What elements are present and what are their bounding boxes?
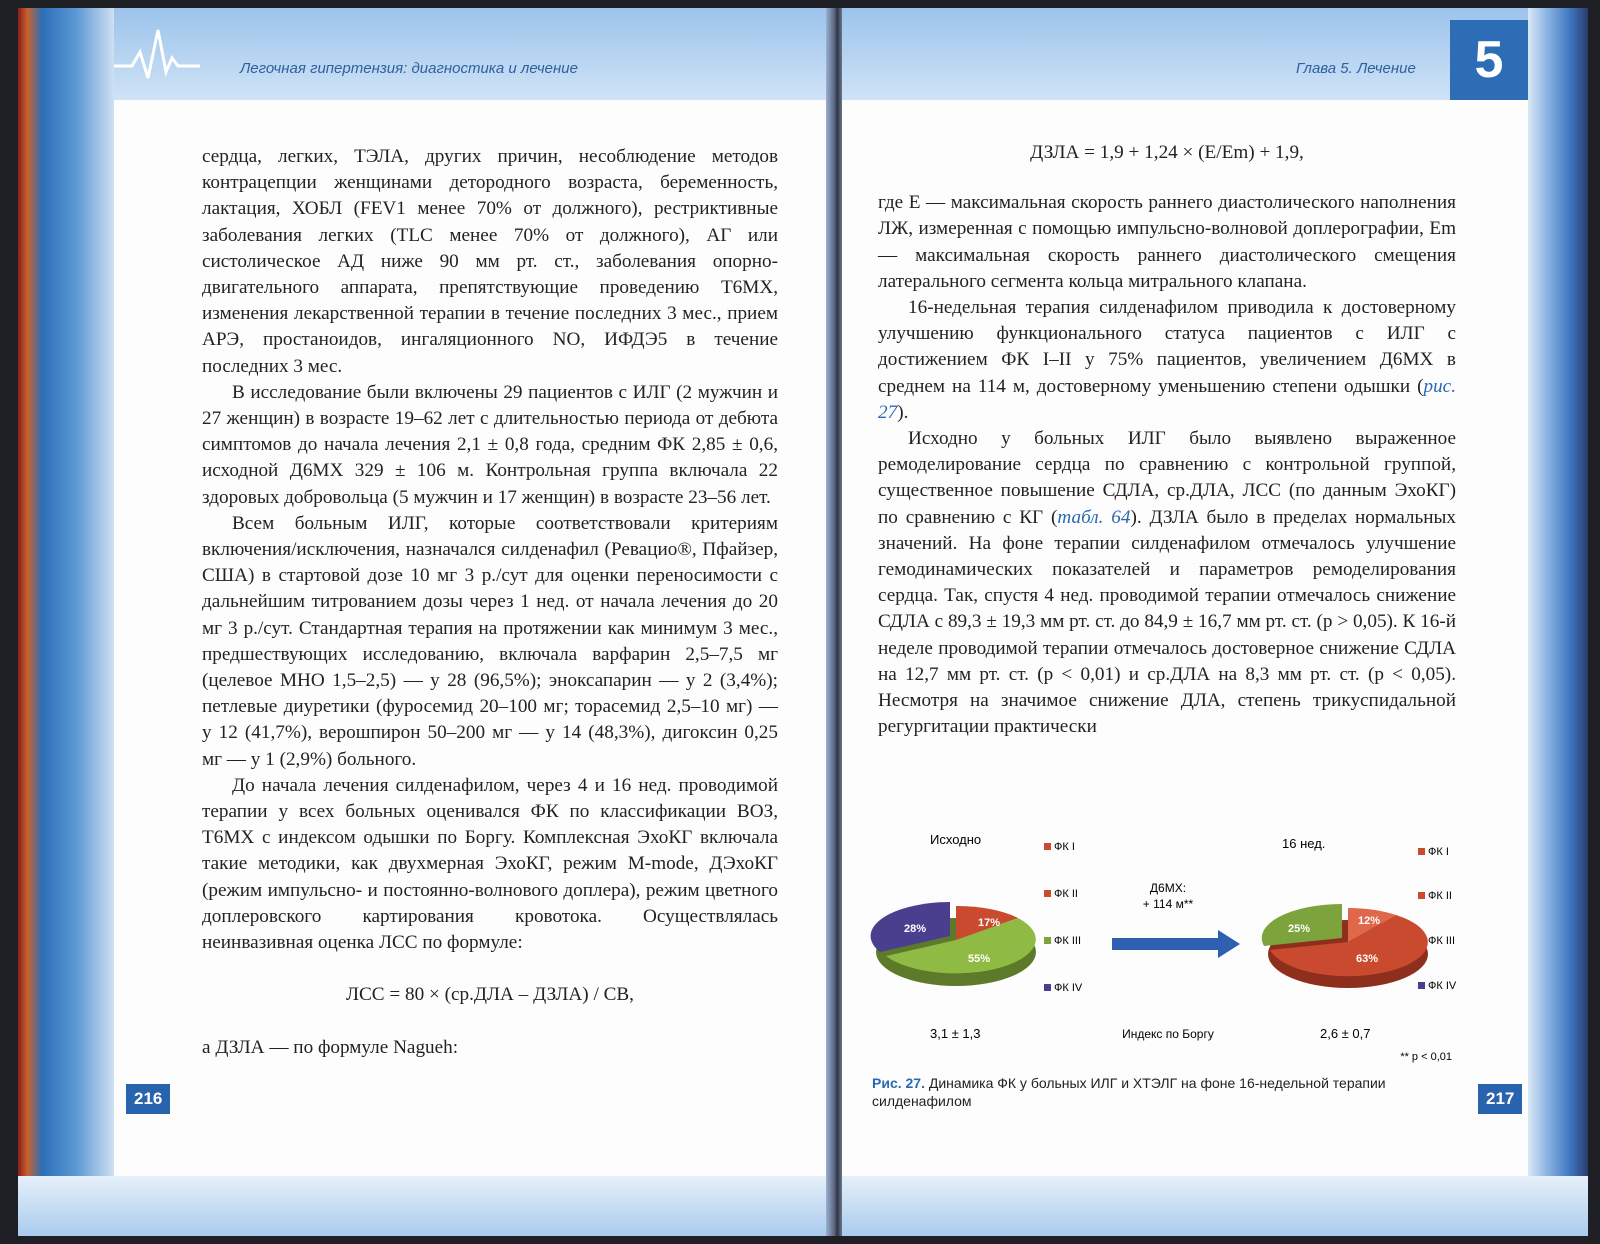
borg-baseline: 3,1 ± 1,3 (930, 1026, 981, 1041)
running-head-right: Глава 5. Лечение (1296, 60, 1416, 77)
paragraph: где E — максимальная скорость раннего диастолического наполнения ЛЖ, измеренная с помощью импульсно-волновой доплерографии, Em — максимальная скорость раннего диастолического смещения латерального сегмента кольца митрального клапана. (878, 192, 1456, 292)
fig-left-title: Исходно (930, 832, 982, 847)
legend-swatch (1044, 843, 1051, 850)
figure-footnote: ** p < 0,01 (1400, 1051, 1452, 1063)
pie-label: 55% (968, 953, 991, 965)
figure-caption: Рис. 27. Динамика ФК у больных ИЛГ и ХТЭЛГ на фоне 16-недельной терапии силденафилом (872, 1075, 1386, 1109)
heartbeat-icon (114, 22, 200, 88)
figure-27-pie-charts (868, 828, 1468, 1068)
formula-pcwp: ДЗЛА = 1,9 + 1,24 × (E/Em) + 1,9, (1030, 142, 1304, 163)
paragraph: 16-недельная терапия силденафилом приводила к достоверному улучшению функционального статуса пациентов с ИЛГ с достижением ФК I–II у 75% пациентов, увеличением Д6МХ в среднем на 114 м, достоверному уменьшению степени одышки (рис. 27). (878, 297, 1456, 423)
right-page-edge (1528, 8, 1588, 1236)
left-page (18, 8, 830, 1236)
paragraph: сердца, легких, ТЭЛА, других причин, несоблюдение методов контрацепции женщинами детородного возраста, беременность, лактация, ХОБЛ (FEV1 менее 70% от должного), рестриктивные заболевания легких (TLC менее 70% от должного), АГ или систолическое АД ниже 90 мм рт. ст., заболевания опорно-двигательного аппарата, препятствующие проведению Т6МХ, изменения лекарственной терапии в течение последних 3 мес., прием АРЭ, простаноидов, ингаляционного NO, ИФДЭ5 в течение последних 3 мес. (202, 146, 778, 377)
right-page (842, 8, 1588, 1236)
page-number-left: 216 (126, 1084, 170, 1114)
borg-16-weeks: 2,6 ± 0,7 (1320, 1026, 1371, 1041)
pie-label: 28% (904, 923, 927, 935)
legend-swatch (1044, 984, 1051, 991)
paragraph: До начала лечения силденафилом, через 4 и 16 нед. проводимой терапии у всех больных оценивался ФК по классификации ВОЗ, Т6МХ с индексом одышки по Боргу. Комплексная ЭхоКГ включала такие методики, как двухмерная ЭхоКГ, режим M-mode, ДЭхоКГ (режим импульсно- и постоянно-волнового доплера), режим цветного доплеровского картирования кровотока. Осуществлялась неинвазивная оценка ЛСС по формуле: (202, 774, 778, 954)
legend-label: ФК I (1054, 841, 1075, 853)
legend-swatch (1418, 892, 1425, 899)
legend-swatch (1044, 890, 1051, 897)
pie-label: 25% (1288, 923, 1311, 935)
pie-label: 12% (1358, 915, 1381, 927)
right-body-text (878, 140, 1456, 740)
arrow-icon (1112, 930, 1240, 958)
arrow-label: Д6МХ: (1149, 881, 1187, 895)
figure-reference-link[interactable]: рис. 27 (878, 375, 1456, 423)
legend-label: ФК I (1428, 846, 1449, 858)
pie-16-weeks (1262, 904, 1428, 988)
fig-right-title: 16 нед. (1282, 836, 1326, 851)
legend-swatch (1418, 982, 1425, 989)
pie-baseline (871, 902, 1036, 986)
right-footer-band (842, 1176, 1588, 1236)
left-body-text (202, 144, 778, 1061)
pie-label: 63% (1356, 953, 1379, 965)
legend-swatch (1044, 937, 1051, 944)
legend-label: ФК III (1054, 935, 1081, 947)
page-number-right: 217 (1478, 1084, 1522, 1114)
pie-label: 17% (978, 917, 1001, 929)
formula-pvr: ЛСС = 80 × (ср.ДЛА – ДЗЛА) / СВ, (346, 984, 634, 1006)
left-page-edge (18, 8, 114, 1236)
left-footer-band (18, 1176, 830, 1236)
borg-index-label: Индекс по Боргу (1122, 1027, 1214, 1041)
legend-label: ФК IV (1054, 982, 1083, 994)
table-reference-link[interactable]: табл. 64 (1057, 506, 1131, 528)
running-head-left: Легочная гипертензия: диагностика и лечение (240, 60, 578, 77)
legend-swatch (1418, 848, 1425, 855)
paragraph: а ДЗЛА — по формуле Nagueh: (202, 1036, 459, 1058)
chapter-number-badge: 5 (1450, 20, 1528, 100)
paragraph: В исследование были включены 29 пациентов с ИЛГ (2 мужчин и 27 женщин) в возрасте 19–62 лет с длительностью периода от дебюта симптомов до начала лечения 2,1 ± 0,8 года, средним ФК 2,85 ± 0,6, исходной Д6МХ 329 ± 106 м. Контрольная группа включала 22 здоровых добровольца (5 мужчин и 17 женщин) в возрасте 23–56 лет. (202, 381, 778, 508)
legend-label: ФК IV (1428, 980, 1457, 992)
legend-label: ФК II (1428, 890, 1452, 902)
legend-label: ФК II (1054, 888, 1078, 900)
paragraph: Исходно у больных ИЛГ было выявлено выраженное ремоделирование сердца по сравнению с контрольной группой, существенное повышение СДЛА, ср.ДЛА, ЛСС (по данным ЭхоКГ) по сравнению с КГ (табл. 64). ДЗЛА было в пределах нормальных значений. На фоне терапии силденафилом отмечалось улучшение гемодинамических показателей и параметров ремоделирования сердца. Так, спустя 4 нед. проводимой терапии отмечалось снижение СДЛА с 89,3 ± 19,3 мм рт. ст. до 84,9 ± 16,7 мм рт. ст. (p > 0,05). К 16-й неделе проводимой терапии отмечалось достоверное снижение СДЛА на 12,7 мм рт. ст. (p < 0,01) и ср.ДЛА на 8,3 мм рт. ст. (p < 0,05). Несмотря на значимое снижение ДЛА, степень трикуспидальной регургитации практически (878, 428, 1456, 738)
paragraph: Всем больным ИЛГ, которые соответствовали критериям включения/исключения, назначался силденафил (Ревацио®, Пфайзер, США) в стартовой дозе 10 мг 3 р./сут для оценки переносимости с дальнейшим титрованием дозы через 1 нед. от начала лечения до 20 мг 3 р./сут. Стандартная терапия на протяжении как минимум 3 мес., предшествующих исследованию, включала варфарин 2,5–7,5 мг (целевое МНО 1,5–2,5) — у 28 (96,5%); эноксапарин — у 2 (3,4%); петлевые диуретики (фуросемид 20–100 мг; торасемид 2,5–10 мг) — у 12 (41,7%), верошпирон 50–200 мг — у 14 (48,3%), дигоксин 0,25 мг — у 1 (2,9%) больного. (202, 512, 778, 770)
legend-label: ФК III (1428, 935, 1455, 947)
book-spread (18, 8, 1588, 1236)
arrow-label: + 114 м** (1142, 897, 1194, 911)
